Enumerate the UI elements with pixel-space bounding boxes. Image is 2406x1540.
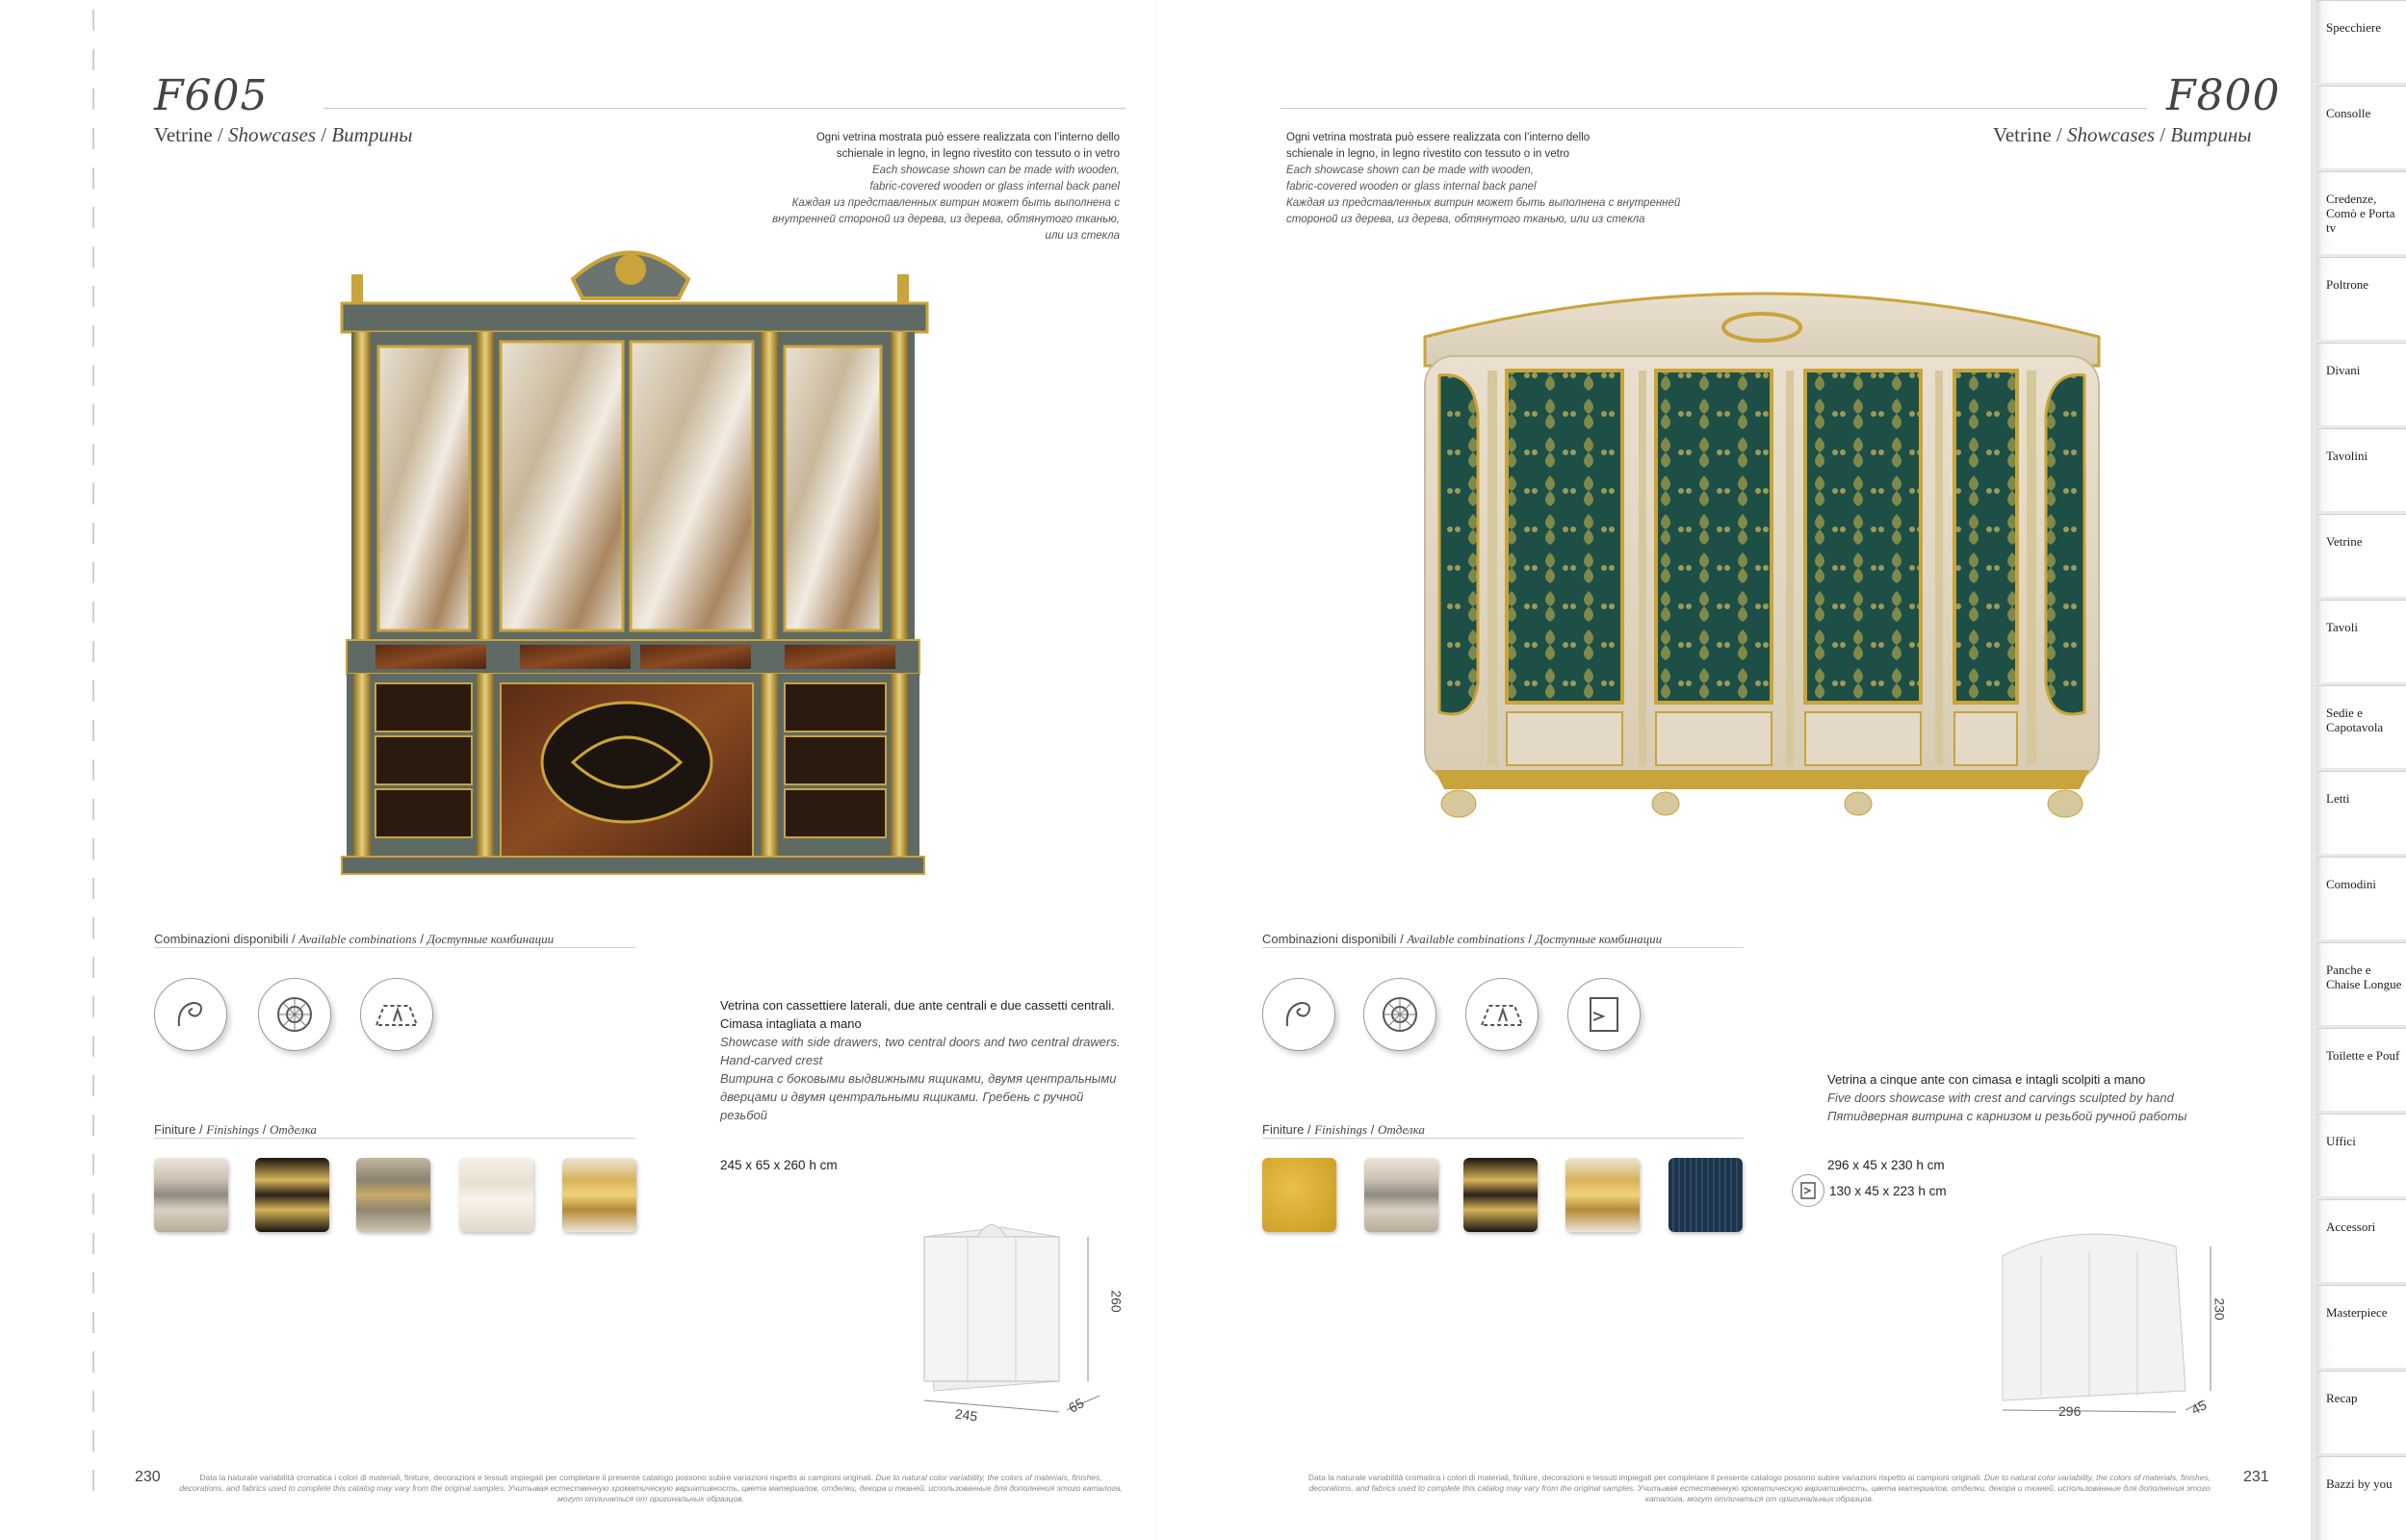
tab-letti[interactable]: Letti: [2316, 771, 2406, 854]
tab-vetrine[interactable]: Vetrine: [2316, 514, 2406, 597]
tab-masterpiece[interactable]: Masterpiece: [2316, 1285, 2406, 1368]
dimensions-left: 245 x 65 x 260 h cm: [720, 1158, 838, 1172]
combinations-rule-right: [1262, 947, 1744, 948]
diagram-height-right: 230: [2212, 1297, 2228, 1321]
binding-marks: [92, 10, 96, 1530]
product-description-left: Vetrina con cassettiere laterali, due ante centrali e due cassetti centrali. Cimasa intagliata a mano Showcase with side drawers, two central doors and two central drawers. Hand-carved crest Витрина с боковыми выдвижными ящиками, двумя центральными дверцами и двумя центральными ящиками. Гребень с ручной резьбой: [720, 998, 1121, 1122]
finishings-label-left: Finiture / Finishings / Отделка: [154, 1122, 317, 1137]
diagram-depth-left: 65: [1066, 1395, 1087, 1416]
finish-swatch: [1463, 1158, 1538, 1232]
finishings-rule-right: [1262, 1138, 1744, 1139]
tab-comodini[interactable]: Comodini: [2316, 857, 2406, 939]
product-description-right: Vetrina a cinque ante con cimasa e intagli scolpiti a mano Five doors showcase with crest and carvings sculpted by hand Пятидверная витрина с карнизом и резьбой ручной работы: [1827, 1072, 2187, 1123]
tab-specchiere[interactable]: Specchiere: [2316, 0, 2406, 83]
combinations-rule-left: [154, 947, 635, 948]
diagram-width-right: 296: [2058, 1403, 2082, 1419]
disclaimer-left: Data la naturale variabilità cromatica i colori di materiali, finiture, decorazioni e tessuti impiegati per completare il presente catalogo possono subire variazioni rispetto ai campioni originali. Due to natural color variability, the colors of materials, finishes, decorations, and fabrics used to complete this catalog may vary from the original samples. Учитывая естественную хроматическую вариативность, цвета материалов, отделки, декора и тканей, использованные для дополнения этого каталога, могут отличаться от оригинальных образцов.: [179, 1473, 1123, 1503]
page-gutter: [1155, 0, 1156, 1540]
finish-swatch: [1565, 1158, 1640, 1232]
dimensions-right: 296 x 45 x 230 h cm: [1827, 1158, 1945, 1172]
alternate-module-icon: [1792, 1174, 1824, 1207]
back-panel-note-left: Ogni vetrina mostrata può essere realizzata con l’interno dello schienale in legno, in legno rivestito con tessuto o in vetro Each showcase shown can be made with wooden, fabric-covered wooden or glass internal back panel Каждая из представленных витрин может быть выполнена с внутренней стороной из дерева, из дерева, обтянутого тканью, или из стекла: [772, 132, 1120, 242]
tab-toilette[interactable]: Toilette e Pouf: [2316, 1028, 2406, 1111]
finish-swatch: [562, 1158, 636, 1232]
tab-recap[interactable]: Recap: [2316, 1371, 2406, 1453]
tab-panche[interactable]: Panche e Chaise Longue: [2316, 942, 2406, 1025]
disclaimer-right: Data la naturale variabilità cromatica i colori di materiali, finiture, decorazioni e tessuti impiegati per completare il presente catalogo possono subire variazioni rispetto ai campioni originali. Due to natural color variability, the colors of materials, finishes, decorations, and fabrics used to complete this catalog may vary from the original samples. Учитывая естественную хроматическую вариативность, цвета материалов, отделки, декора и тканей, использованные для дополнения этого каталога, могут отличаться от оригинальных образцов.: [1307, 1473, 2212, 1503]
combinations-label-left: Combinazioni disponibili / Available combinations / Доступные комбинации: [154, 932, 555, 946]
tab-tavolini[interactable]: Tavolini: [2316, 428, 2406, 511]
category-left: Vetrine / Showcases / Витрины: [154, 123, 413, 146]
page-number-right: 231: [2243, 1469, 2269, 1485]
crest-profile-icon: [360, 978, 433, 1051]
f800-dimension-diagram: [1983, 1218, 2234, 1429]
diagram-height-left: 260: [1108, 1290, 1125, 1313]
tab-consolle[interactable]: Consolle: [2316, 86, 2406, 168]
f605-showcase-image: [332, 231, 929, 886]
page-number-left: 230: [135, 1469, 161, 1485]
category-right: Vetrine / Showcases / Витрины: [1993, 123, 2252, 146]
finish-swatch: [356, 1158, 430, 1232]
finishings-label-right: Finiture / Finishings / Отделка: [1262, 1122, 1425, 1137]
header-rule-right: [1281, 108, 2147, 109]
finish-swatch: [1669, 1158, 1743, 1232]
tab-accessori[interactable]: Accessori: [2316, 1199, 2406, 1282]
tab-tavoli[interactable]: Tavoli: [2316, 600, 2406, 682]
index-tabs: [2311, 0, 2406, 1540]
model-code-left: F605: [154, 71, 269, 120]
crest-profile-icon: [1465, 978, 1539, 1051]
carved-ornament-icon: [1262, 978, 1335, 1051]
tab-uffici[interactable]: Uffici: [2316, 1114, 2406, 1196]
tab-credenze[interactable]: Credenze, Comò e Porta tv: [2316, 171, 2406, 254]
finish-swatch: [1364, 1158, 1438, 1232]
f800-showcase-image: [1415, 279, 2108, 837]
diagram-width-left: 245: [954, 1405, 979, 1424]
finishings-rule-left: [154, 1138, 635, 1139]
model-code-right: F800: [2166, 71, 2281, 120]
rosette-icon: [258, 978, 331, 1051]
finish-swatch: [255, 1158, 329, 1232]
dimensions-alt-right: 130 x 45 x 223 h cm: [1829, 1184, 1947, 1198]
f605-dimension-diagram: [895, 1208, 1155, 1439]
door-module-icon: [1567, 978, 1641, 1051]
rosette-icon: [1363, 978, 1436, 1051]
tab-divani[interactable]: Divani: [2316, 343, 2406, 425]
finish-swatch: [1262, 1158, 1336, 1232]
back-panel-note-right: Ogni vetrina mostrata può essere realizzata con l’interno dello schienale in legno, in legno rivestito con tessuto o in vetro Each showcase shown can be made with wooden, fabric-covered wooden or glass internal back panel Каждая из представленных витрин может быть выполнена с внутренней стороной из дерева, из дерева, обтянутого тканью, или из стекла: [1286, 132, 1681, 225]
tab-sedie[interactable]: Sedie e Capotavola: [2316, 685, 2406, 768]
combinations-label-right: Combinazioni disponibili / Available combinations / Доступные комбинации: [1262, 932, 1663, 946]
diagram-depth-right: 45: [2188, 1397, 2210, 1418]
tab-poltrone[interactable]: Poltrone: [2316, 257, 2406, 340]
carved-ornament-icon: [154, 978, 227, 1051]
finish-swatch: [154, 1158, 228, 1232]
header-rule-left: [323, 108, 1125, 109]
tab-bazzi-by-you[interactable]: Bazzi by you: [2316, 1456, 2406, 1540]
finish-swatch: [459, 1158, 533, 1232]
